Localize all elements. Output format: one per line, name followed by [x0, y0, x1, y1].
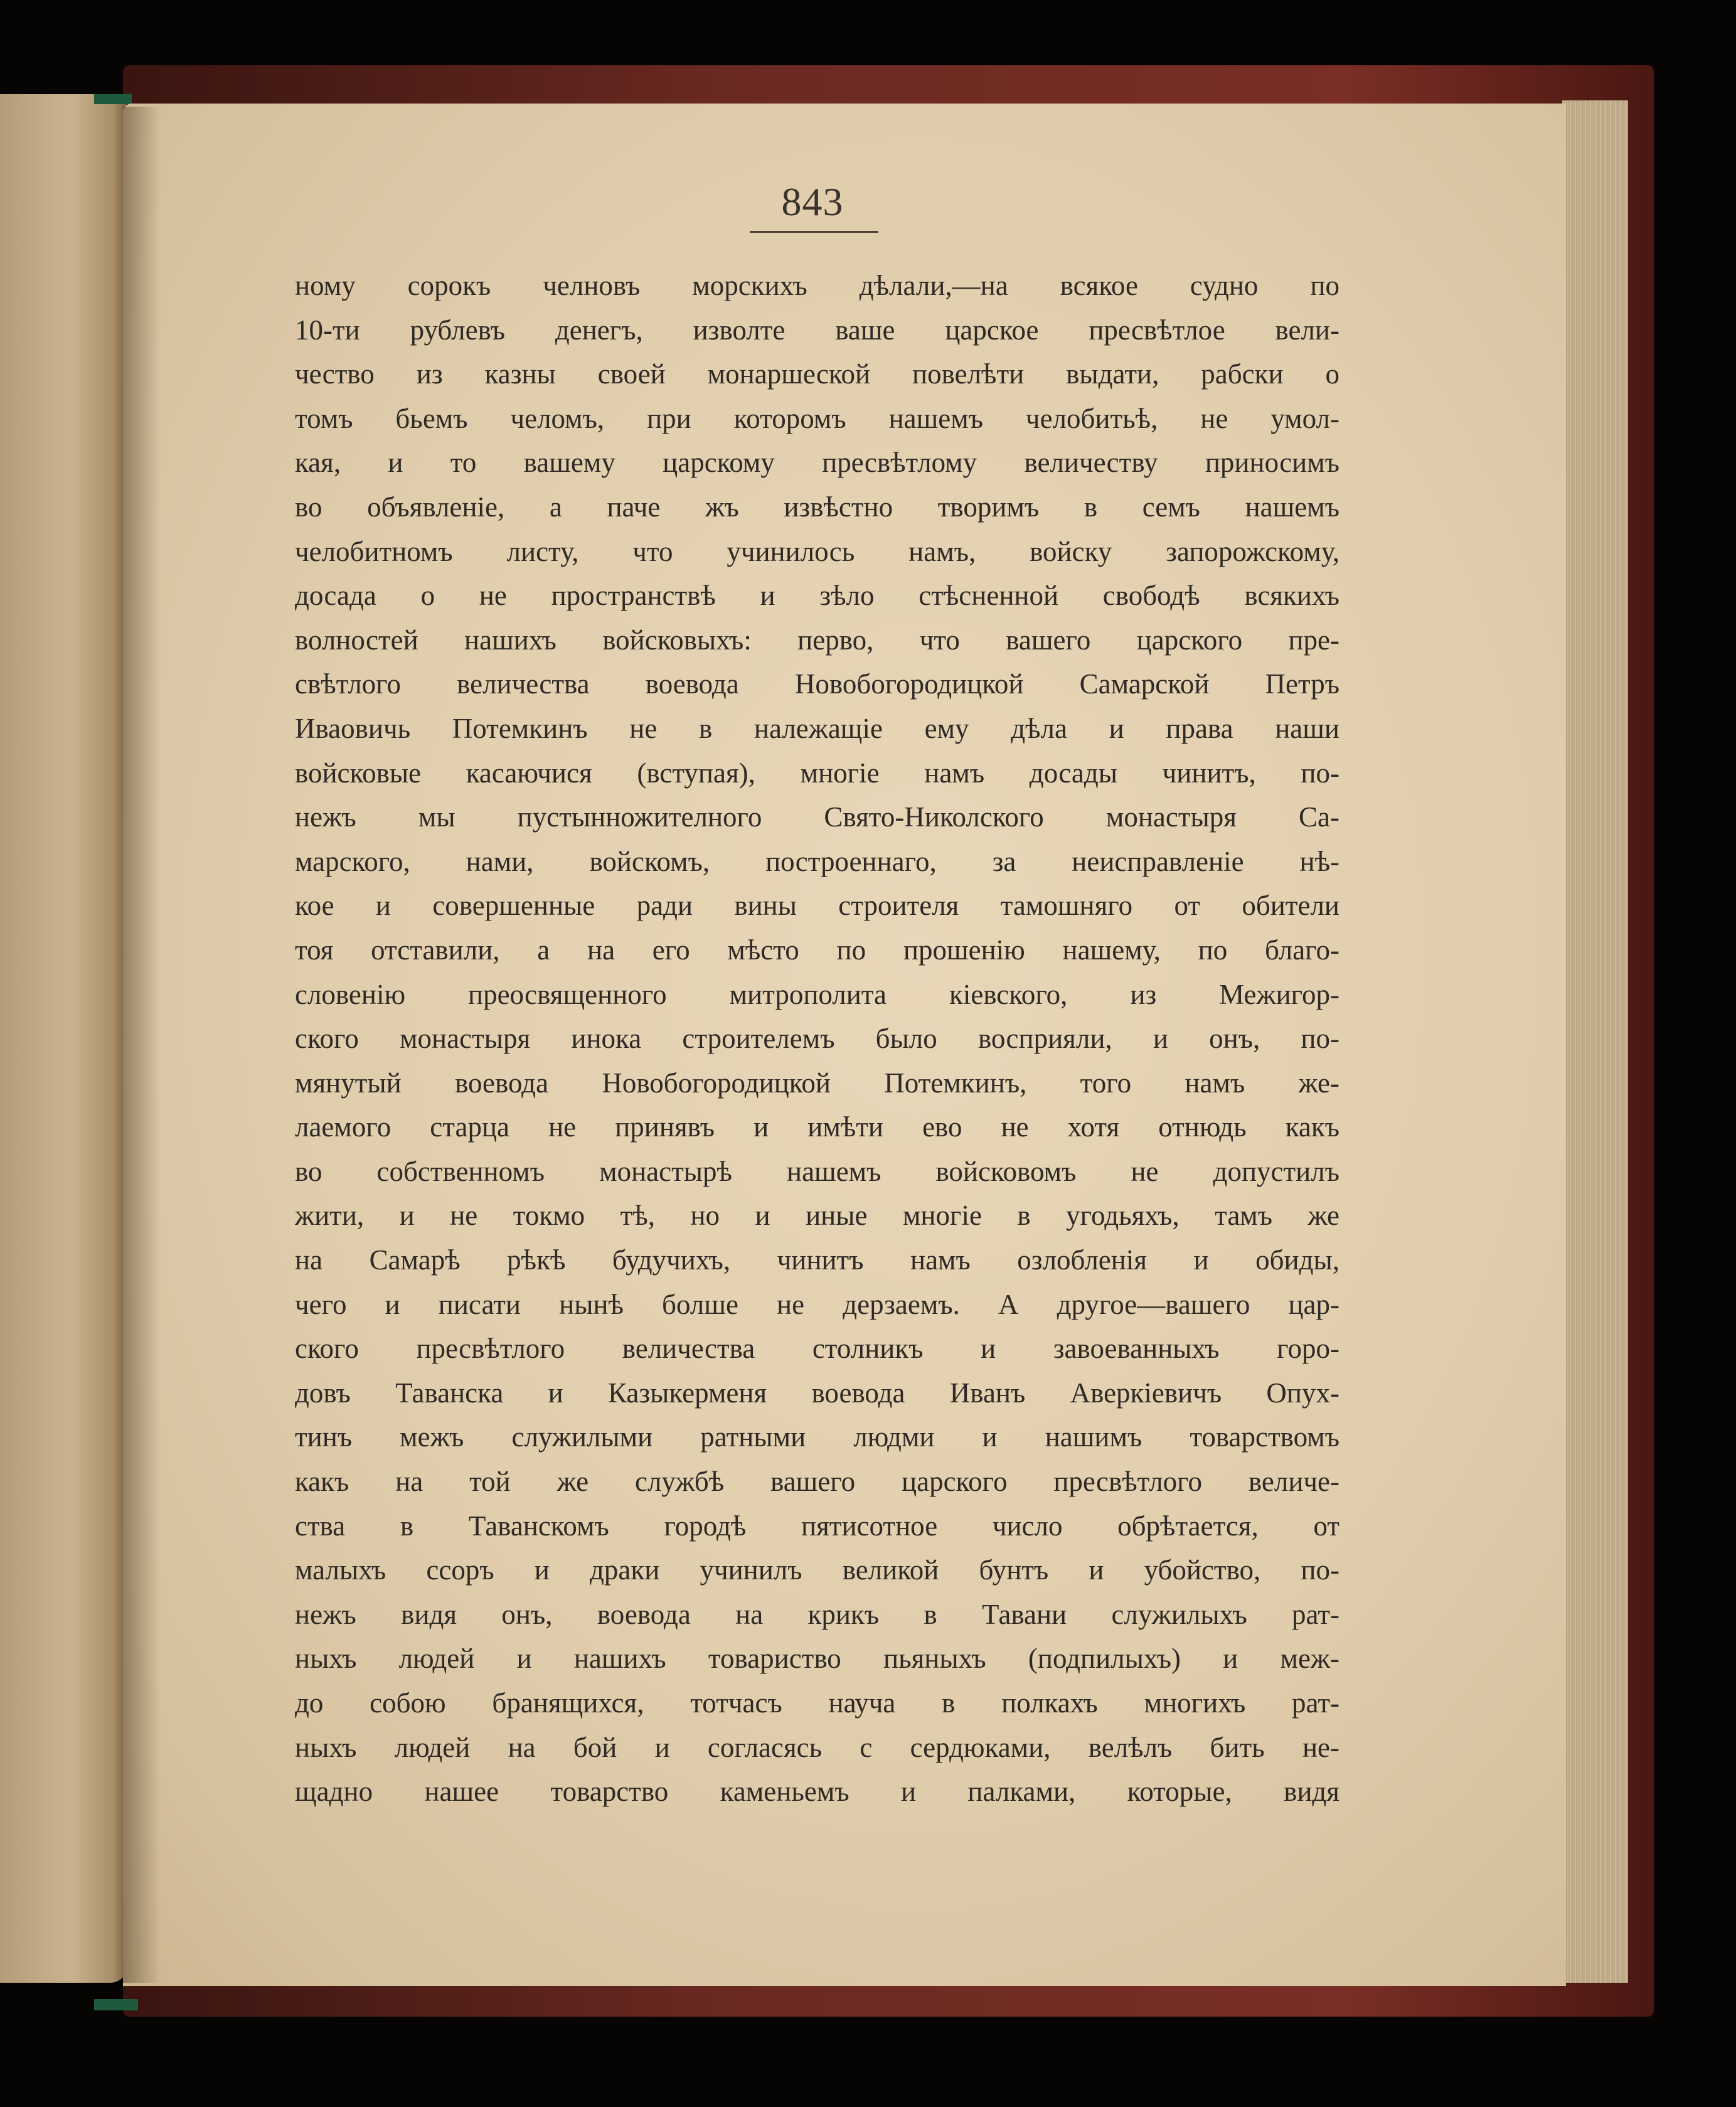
- text-line: чего и писати нынѣ болше не дерзаемъ. А другое—вашего цар-: [295, 1288, 1339, 1320]
- text-line: ныхъ людей и нашихъ товариство пьяныхъ (подпилыхъ) и меж-: [295, 1643, 1339, 1675]
- text-line: 10-ти рублевъ денегъ, изволте ваше царское пресвѣтлое вели-: [295, 314, 1339, 346]
- text-line: свѣтлого величества воевода Новобогородицкой Самарской Петръ: [295, 668, 1339, 700]
- text-line: нежъ мы пустынножителного Свято-Николского монастыря Са-: [295, 801, 1339, 833]
- text-line: мянутый воевода Новобогородицкой Потемкинъ, того намъ же-: [295, 1067, 1339, 1099]
- text-line: чество из казны своей монаршеской повелѣти выдати, рабски о: [295, 358, 1339, 390]
- page-number-rule: [750, 231, 878, 233]
- text-line: кая, и то вашему царскому пресвѣтлому величеству приносимъ: [295, 447, 1339, 479]
- text-line: ному сорокъ челновъ морскихъ дѣлали,—на всякое судно по: [295, 270, 1339, 301]
- text-line: томъ бьемъ челомъ, при которомъ нашемъ челобитьѣ, не умол-: [295, 402, 1339, 434]
- text-line: ского монастыря инока строителемъ было восприяли, и онъ, по-: [295, 1023, 1339, 1055]
- text-line: кое и совершенные ради вины строителя тамошняго от обители: [295, 890, 1339, 922]
- text-line: довъ Таванска и Казыкерменя воевода Иванъ Аверкіевичъ Опух-: [295, 1377, 1339, 1409]
- text-line: ства в Таванскомъ городѣ пятисотное число обрѣтается, от: [295, 1510, 1339, 1542]
- text-line: нежъ видя онъ, воевода на крикъ в Тавани служилыхъ рат-: [295, 1598, 1339, 1630]
- text-line: до собою бранящихся, тотчасъ науча в полкахъ многихъ рат-: [295, 1687, 1339, 1719]
- gutter-shadow: [123, 107, 161, 1983]
- left-page-edge: [0, 94, 129, 1983]
- text-line: малыхъ ссоръ и драки учинилъ великой бунтъ и убойство, по-: [295, 1554, 1339, 1586]
- text-line: волностей нашихъ войсковыхъ: перво, что вашего царского пре-: [295, 624, 1339, 656]
- text-line: какъ на той же службѣ вашего царского пресвѣтлого величе-: [295, 1466, 1339, 1498]
- text-line: словенію преосвященного митрополита кіевского, из Межигор-: [295, 978, 1339, 1010]
- text-line: досада о не пространствѣ и зѣло стѣсненной свободѣ всякихъ: [295, 580, 1339, 612]
- text-line: щадно нашее товарство каменьемъ и палками, которые, видя: [295, 1776, 1339, 1808]
- body-text: [295, 264, 1339, 1814]
- text-line: ского пресвѣтлого величества столникъ и завоеванныхъ горо-: [295, 1333, 1339, 1365]
- text-line: на Самарѣ рѣкѣ будучихъ, чинитъ намъ озлобленія и обиды,: [295, 1244, 1339, 1276]
- text-line: войсковые касаючися (вступая), многіе намъ досады чинитъ, по-: [295, 757, 1339, 789]
- ribbon-top: [94, 94, 132, 104]
- text-line: челобитномъ листу, что учинилось намъ, войску запорожскому,: [295, 535, 1339, 567]
- page-number: 843: [781, 179, 844, 224]
- text-line: тинъ межъ служилыми ратными людми и нашимъ товарствомъ: [295, 1421, 1339, 1453]
- text-line: во объявленіе, а паче жъ извѣстно творимъ в семъ нашемъ: [295, 491, 1339, 523]
- text-line: тоя отставили, а на его мѣсто по прошенію нашему, по благо-: [295, 934, 1339, 966]
- ribbon-bottom: [94, 1999, 138, 2010]
- text-line: ныхъ людей на бой и согласясь с сердюками, велѣлъ бить не-: [295, 1731, 1339, 1763]
- text-line: Иваовичь Потемкинъ не в належащіе ему дѣла и права наши: [295, 712, 1339, 744]
- page-block-edges: [1562, 100, 1628, 1983]
- text-line: марского, нами, войскомъ, построеннаго, за неисправленіе нѣ-: [295, 845, 1339, 877]
- text-line: жити, и не токмо тѣ, но и иные многіе в угодьяхъ, тамъ же: [295, 1200, 1339, 1232]
- text-line: во собственномъ монастырѣ нашемъ войсковомъ не допустилъ: [295, 1155, 1339, 1187]
- text-line: лаемого старца не принявъ и имѣти ево не хотя отнюдь какъ: [295, 1111, 1339, 1143]
